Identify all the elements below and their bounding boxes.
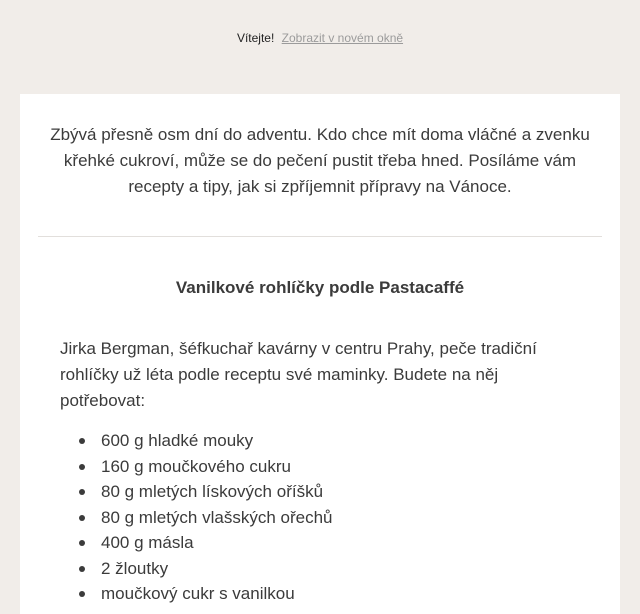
welcome-text: Vítejte! <box>236 31 275 45</box>
list-item <box>101 454 580 480</box>
intro-paragraph: Zbývá přesně osm dní do adventu. Kdo chce mít doma vláčné a zvenku křehké cukroví, může se do pečení pustit třeba hned. Posíláme vám recepty a tipy, jak si zpříjemnit přípravy na Vánoce. <box>50 125 590 196</box>
ingredient-text: 600 g hladké mouky <box>101 431 254 450</box>
preheader <box>0 30 640 46</box>
bullet-icon <box>79 464 85 470</box>
ingredient-text: 400 g másla <box>101 533 194 552</box>
recipe-title: Vanilkové rohlíčky podle Pastacaffé <box>175 278 465 297</box>
bullet-icon <box>79 438 85 444</box>
list-item <box>101 530 580 556</box>
ingredient-list <box>60 428 580 607</box>
email-content-card <box>20 94 620 614</box>
recipe-description: Jirka Bergman, šéfkuchař kavárny v centru Prahy, peče tradiční rohlíčky už léta podle receptu své maminky. Budete na něj potřebovat: <box>60 339 537 410</box>
bullet-icon <box>79 489 85 495</box>
list-item <box>101 428 580 454</box>
list-item <box>101 479 580 505</box>
ingredient-text: 2 žloutky <box>101 558 169 578</box>
list-item <box>101 505 580 531</box>
bullet-icon <box>79 591 85 597</box>
bullet-icon <box>79 515 85 521</box>
section-divider <box>38 236 602 237</box>
bullet-icon <box>79 540 85 546</box>
bullet-icon <box>79 566 85 572</box>
ingredient-text: moučkový cukr s vanilkou <box>101 584 295 603</box>
ingredient-text: 160 g moučkového cukru <box>101 456 291 476</box>
view-in-browser-link[interactable]: Zobrazit v novém okně <box>281 31 404 45</box>
list-item <box>101 581 580 607</box>
ingredient-text: 80 g mletých lískových oříšků <box>101 482 324 501</box>
list-item <box>101 556 580 582</box>
ingredient-text: 80 g mletých vlašských ořechů <box>101 507 333 527</box>
